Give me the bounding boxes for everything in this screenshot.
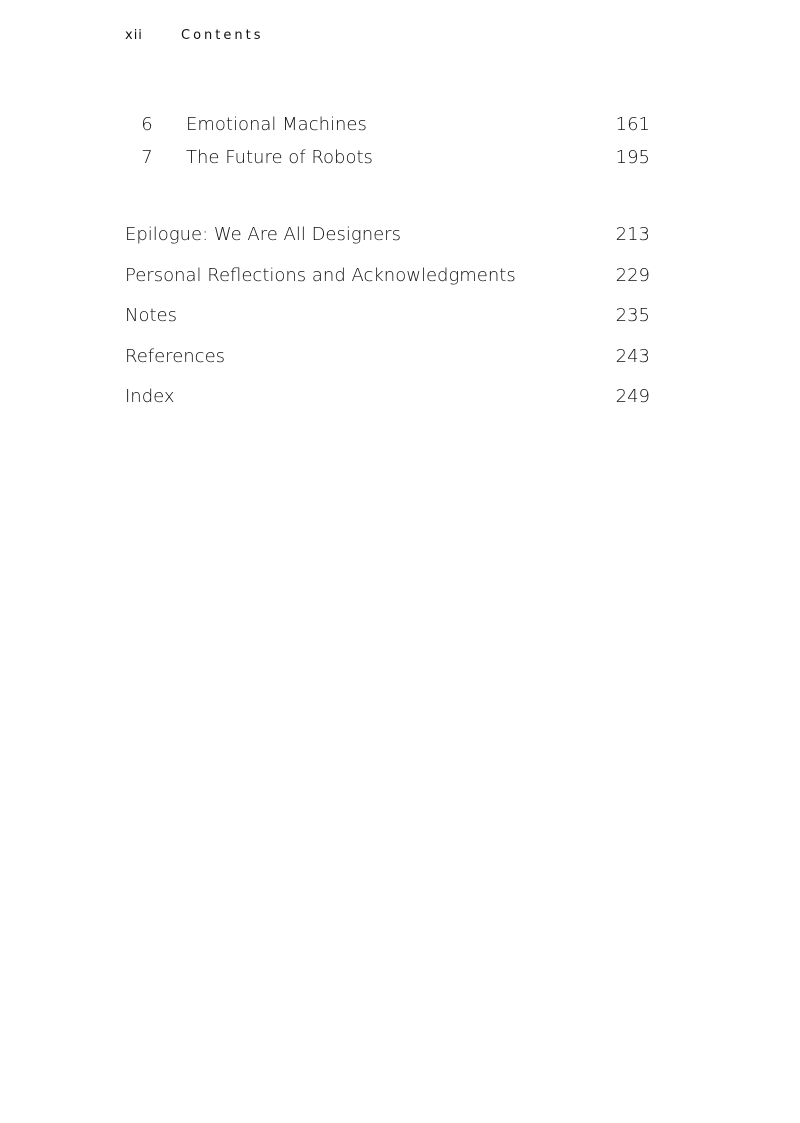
table-of-contents [125,114,650,427]
section-title: Contents [181,28,264,43]
entry-title: References [125,345,226,367]
toc-entry-notes[interactable] [125,305,650,346]
toc-entry-epilogue[interactable] [125,224,650,265]
page-number: 249 [615,386,650,407]
toc-entry-chapter-7[interactable] [125,147,650,180]
page-number: 229 [615,264,650,286]
toc-entry-chapter-6[interactable] [125,114,650,147]
toc-entry-index[interactable] [125,386,650,427]
page-number: 161 [615,114,650,135]
chapter-title: Emotional Machines [186,114,367,135]
entry-title: Personal Reflections and Acknowledgments [125,264,516,286]
page-number: 213 [615,224,650,245]
chapter-number: 7 [141,147,153,168]
back-matter-list [125,224,650,427]
entry-title: Notes [125,305,177,326]
entry-title: Index [125,386,175,407]
running-head [125,28,263,43]
page-number: 195 [615,147,650,168]
chapter-title: The Future of Robots [186,147,373,168]
entry-title: Epilogue: We Are All Designers [125,224,401,245]
chapter-number: 6 [141,114,153,135]
page-number: 235 [615,305,650,326]
page-folio: xii [125,28,143,43]
page-number: 243 [615,345,650,367]
toc-entry-acknowledgments[interactable] [125,265,650,306]
toc-entry-references[interactable] [125,346,650,387]
